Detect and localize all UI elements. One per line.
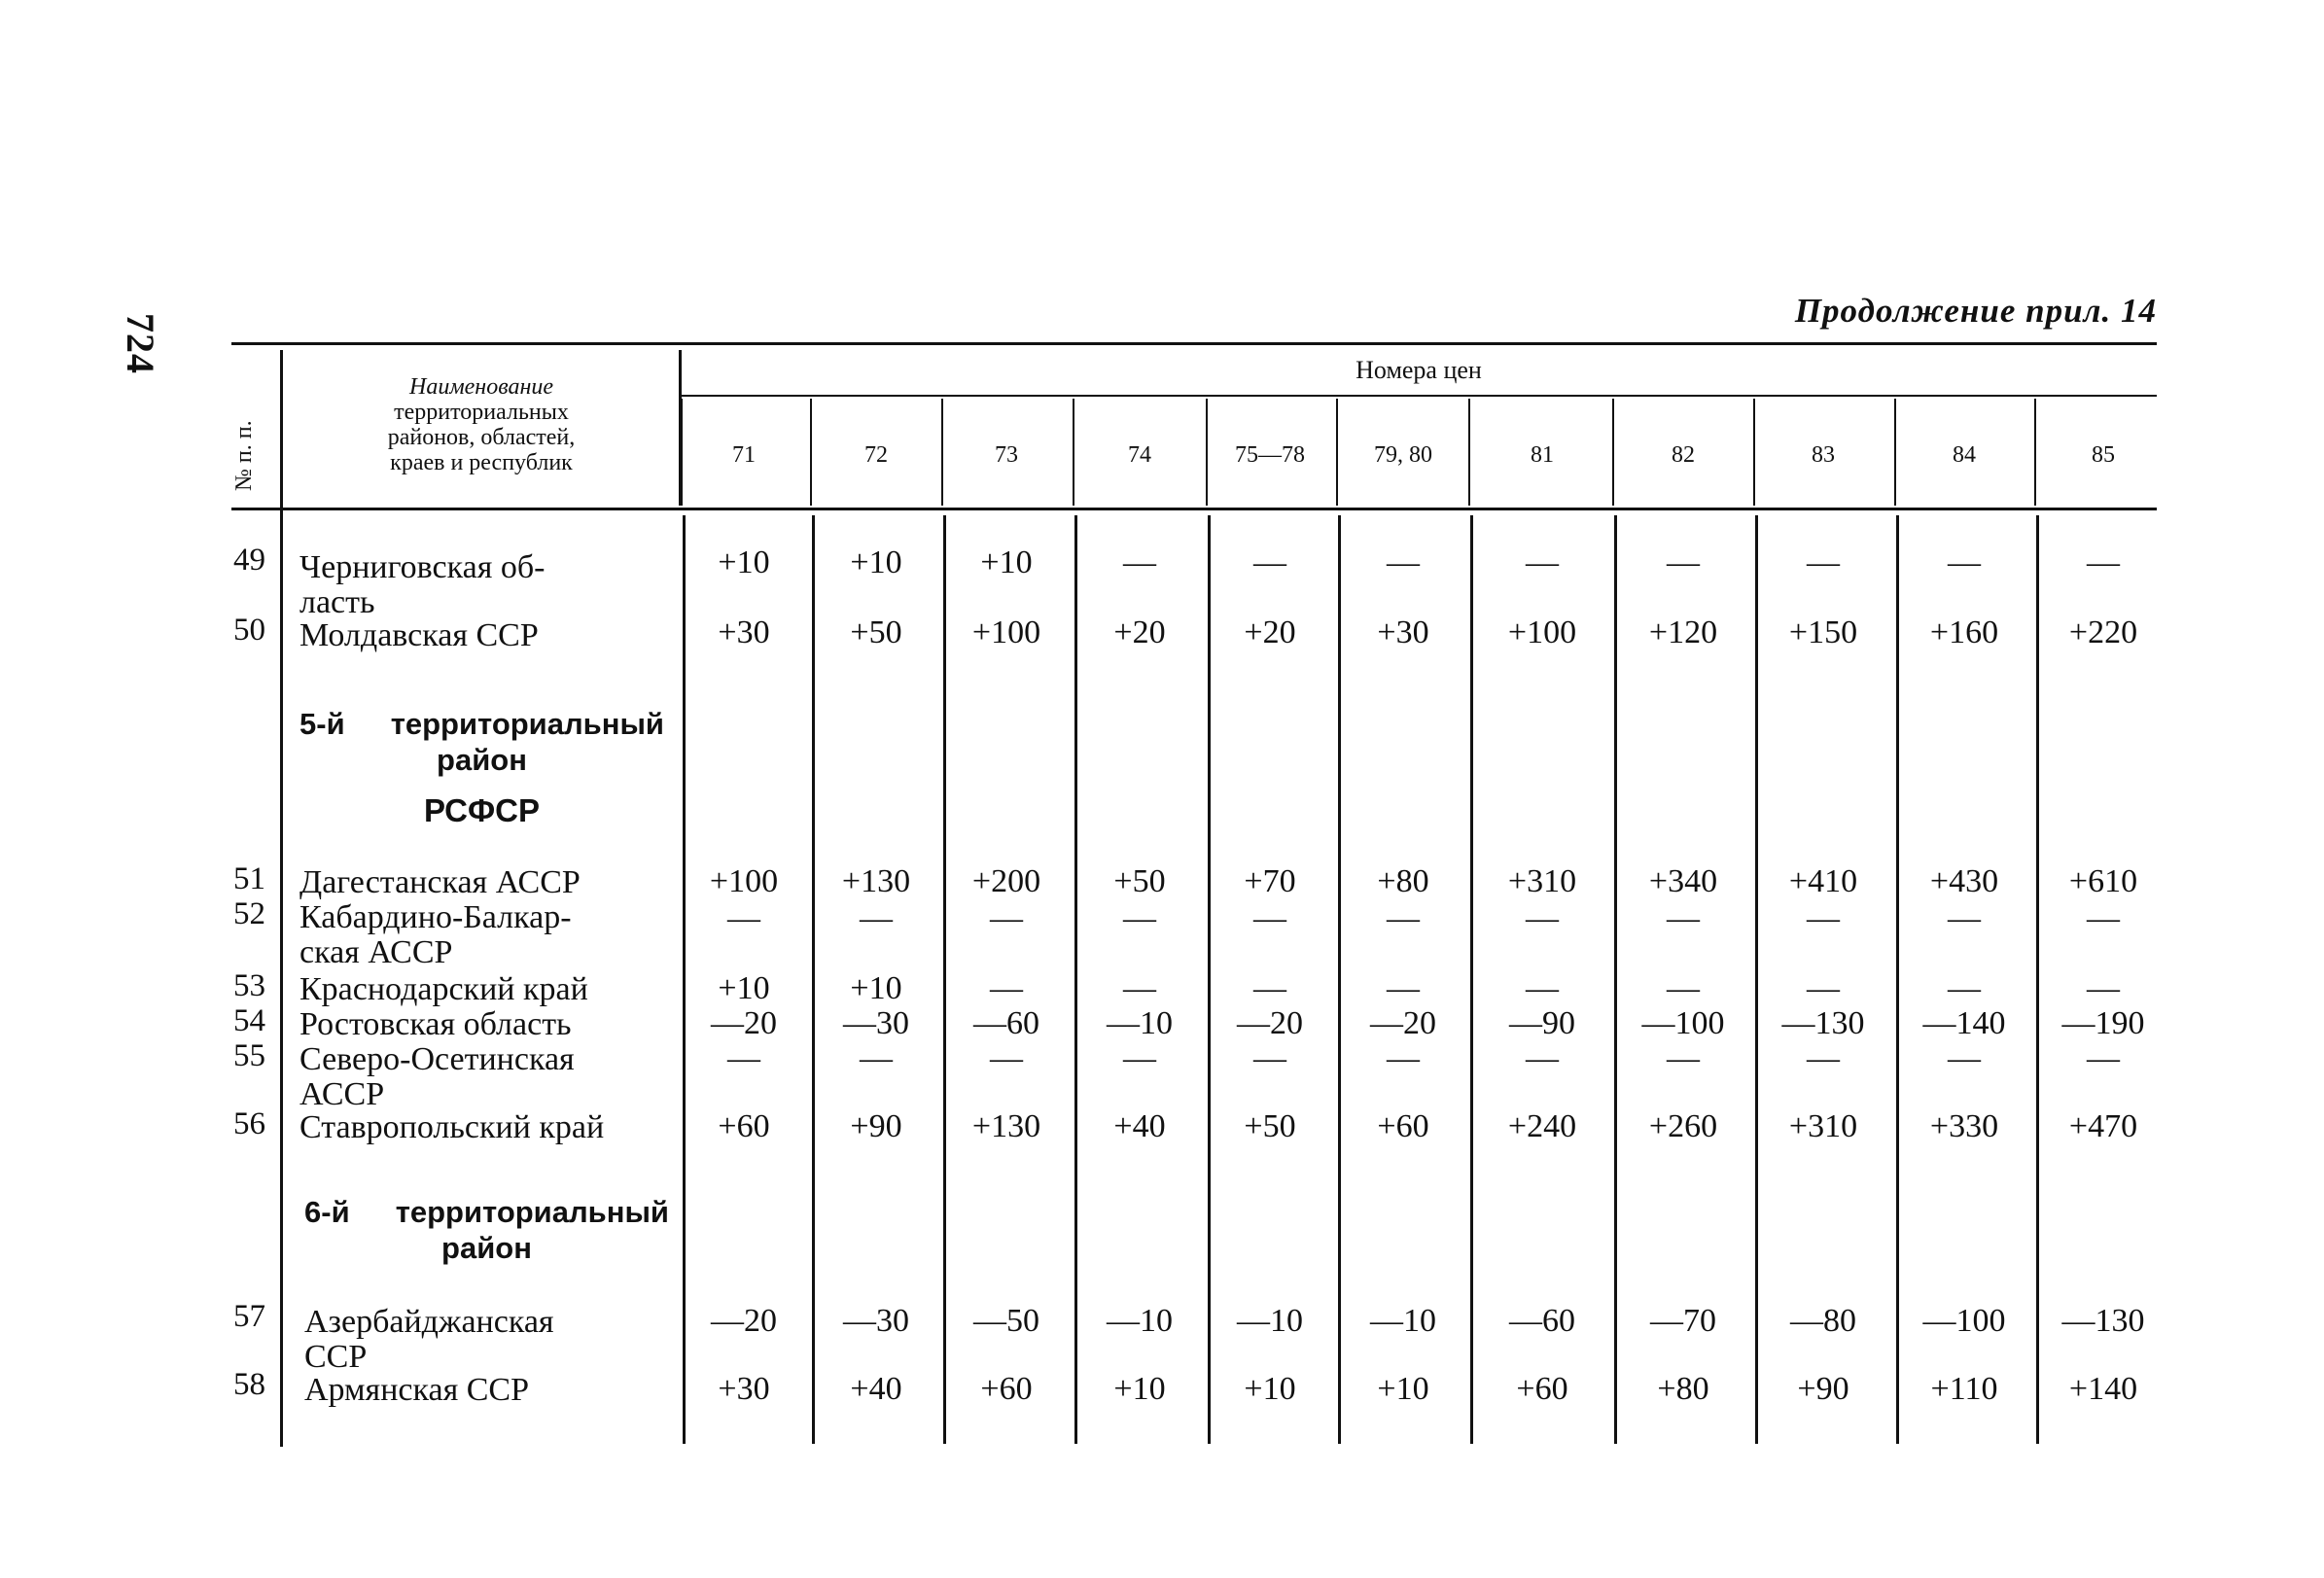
table-cell: +610: [2068, 863, 2138, 899]
row-number: 54: [233, 1003, 265, 1038]
table-cell: —: [860, 900, 893, 936]
table-cell: +100: [709, 863, 779, 899]
table-cell: —140: [1922, 1005, 2006, 1041]
column-header-divider: [1894, 399, 1896, 506]
table-cell: +40: [850, 1371, 902, 1407]
column-body-divider: [1755, 515, 1758, 1444]
table-cell: —60: [973, 1005, 1039, 1041]
table-cell: —: [1948, 970, 1981, 1006]
section-subtitle-rsfsr: РСФСР: [423, 792, 541, 828]
table-cell: +160: [1929, 614, 1999, 650]
table-cell: +10: [980, 544, 1033, 580]
table-cell: —: [990, 970, 1023, 1006]
table-cell: —: [2087, 900, 2120, 936]
table-cell: +80: [1377, 863, 1429, 899]
table-cell: —: [990, 900, 1023, 936]
column-header-divider: [1753, 399, 1755, 506]
table-cell: —190: [2061, 1005, 2145, 1041]
table-cell: +200: [971, 863, 1041, 899]
table-cell: +330: [1929, 1108, 1999, 1144]
table-cell: +310: [1788, 1108, 1858, 1144]
row-number: 56: [233, 1106, 265, 1141]
table-cell: —: [1123, 1040, 1156, 1076]
row-number: 50: [233, 613, 265, 648]
table-cell: —: [1807, 544, 1840, 580]
table-cell: +120: [1648, 614, 1718, 650]
section-title-word: территориальный: [395, 1195, 669, 1229]
table-cell: —: [1387, 900, 1420, 936]
row-name: [299, 550, 664, 620]
column-header-divider: [2034, 399, 2036, 506]
table-cell: +50: [1244, 1108, 1296, 1144]
section-title-district-5: [299, 706, 664, 778]
table-cell: +10: [718, 970, 770, 1006]
table-cell: —: [1387, 1040, 1420, 1076]
column-header-divider: [1073, 399, 1074, 506]
table-cell: +470: [2068, 1108, 2138, 1144]
table-cell: —: [727, 900, 760, 936]
table-cell: —10: [1107, 1005, 1173, 1041]
table-cell: +150: [1788, 614, 1858, 650]
header-bottom-rule: [231, 508, 2157, 510]
table-cell: —: [1667, 1040, 1700, 1076]
table-cell: +340: [1648, 863, 1718, 899]
column-header-divider: [941, 399, 943, 506]
column-header-divider: [1206, 399, 1208, 506]
table-cell: +10: [850, 544, 902, 580]
header-num-label: № п. п.: [231, 420, 257, 491]
table-cell: —: [1526, 544, 1559, 580]
table-cell: +410: [1788, 863, 1858, 899]
column-header: 75—78: [1235, 442, 1305, 468]
row-name: [299, 618, 664, 653]
section-title-line: район: [437, 743, 527, 777]
table-cell: +90: [850, 1108, 902, 1144]
section-title-word: 5-й: [299, 707, 345, 741]
header-prices-label: Номера цен: [1356, 356, 1482, 384]
section-title-word: территориальный: [390, 707, 664, 741]
table-cell: +90: [1797, 1371, 1849, 1407]
table-cell: —: [1253, 544, 1286, 580]
table-cell: +10: [1244, 1371, 1296, 1407]
row-number: 51: [233, 861, 265, 896]
column-header-divider: [1468, 399, 1470, 506]
table-cell: —80: [1790, 1303, 1856, 1339]
column-header: 83: [1812, 442, 1835, 468]
table-cell: +100: [1507, 614, 1577, 650]
table-cell: —90: [1509, 1005, 1575, 1041]
row-name-line: Ставропольский край: [299, 1109, 605, 1145]
prices-rule: [681, 395, 2157, 397]
table-cell: —: [1253, 1040, 1286, 1076]
table-cell: —130: [1781, 1005, 1865, 1041]
row-name: [299, 865, 664, 900]
header-name-line: районов, областей,: [387, 425, 576, 450]
table-cell: +240: [1507, 1108, 1577, 1144]
table-cell: —: [860, 1040, 893, 1076]
row-name-line: Армянская ССР: [304, 1372, 529, 1408]
column-header: 85: [2092, 442, 2115, 468]
column-body-divider: [1896, 515, 1899, 1444]
table-cell: —: [2087, 1040, 2120, 1076]
column-header: 71: [732, 442, 756, 468]
table-cell: —: [2087, 970, 2120, 1006]
table-cell: +10: [718, 544, 770, 580]
table-cell: +130: [971, 1108, 1041, 1144]
row-number: 57: [233, 1299, 265, 1334]
table-cell: +60: [980, 1371, 1033, 1407]
table-cell: —60: [1509, 1303, 1575, 1339]
table-cell: +40: [1113, 1108, 1166, 1144]
table-cell: —20: [1237, 1005, 1303, 1041]
table-cell: —: [1667, 900, 1700, 936]
column-header-divider: [1612, 399, 1614, 506]
table-cell: —: [1667, 544, 1700, 580]
section-title-district-6: [304, 1194, 669, 1266]
column-header: 79, 80: [1374, 442, 1432, 468]
header-name-line: территориальных: [394, 400, 569, 425]
table-cell: —30: [843, 1005, 909, 1041]
table-cell: +80: [1657, 1371, 1709, 1407]
row-name: [304, 1373, 669, 1408]
table-cell: —100: [1641, 1005, 1725, 1041]
table-cell: +10: [1113, 1371, 1166, 1407]
row-name-line: Молдавская ССР: [299, 617, 539, 653]
table-cell: —: [1387, 544, 1420, 580]
row-name-line: Кабардино-Балкар-: [299, 899, 572, 935]
table-cell: +100: [971, 614, 1041, 650]
column-header-divider: [681, 399, 683, 506]
table-cell: —50: [973, 1303, 1039, 1339]
row-name-line: ласть: [299, 584, 375, 620]
column-body-divider: [2036, 515, 2039, 1444]
column-header: 84: [1953, 442, 1976, 468]
row-name-line: Северо-Осетинская: [299, 1041, 575, 1077]
table-cell: —20: [711, 1005, 777, 1041]
table-cell: —20: [711, 1303, 777, 1339]
table-cell: —: [1123, 544, 1156, 580]
column-header: 74: [1128, 442, 1151, 468]
column-header-divider: [810, 399, 812, 506]
table-cell: +50: [850, 614, 902, 650]
row-name-line: Ростовская область: [299, 1006, 572, 1042]
table-cell: —: [1526, 900, 1559, 936]
table-cell: +110: [1930, 1371, 1998, 1407]
column-body-divider: [1614, 515, 1617, 1444]
table-cell: +60: [718, 1108, 770, 1144]
table-cell: —10: [1370, 1303, 1436, 1339]
row-name-line: Краснодарский край: [299, 971, 588, 1007]
header-name-line: краев и республик: [390, 450, 573, 475]
table-cell: —: [1526, 1040, 1559, 1076]
row-name-line: ская АССР: [299, 934, 453, 970]
column-header: 73: [995, 442, 1018, 468]
table-cell: +60: [1516, 1371, 1568, 1407]
table-cell: +70: [1244, 863, 1296, 899]
table-cell: —70: [1650, 1303, 1716, 1339]
row-name: [299, 1007, 664, 1042]
column-body-divider: [1470, 515, 1473, 1444]
row-number: 52: [233, 896, 265, 931]
header-name-label: [287, 374, 676, 475]
table-cell: —: [990, 1040, 1023, 1076]
table-cell: +50: [1113, 863, 1166, 899]
table-cell: +310: [1507, 863, 1577, 899]
row-number: 55: [233, 1038, 265, 1073]
row-name-line: ССР: [304, 1339, 368, 1375]
table-cell: +30: [718, 614, 770, 650]
column-header-divider: [1336, 399, 1338, 506]
table-cell: —130: [2061, 1303, 2145, 1339]
row-name-line: Дагестанская АССР: [299, 864, 581, 900]
column-header: 72: [864, 442, 888, 468]
table-cell: —: [1387, 970, 1420, 1006]
row-name: [299, 972, 664, 1007]
page-number: 724: [119, 313, 162, 374]
table-cell: —: [1526, 970, 1559, 1006]
name-column-rule: [280, 350, 283, 1447]
row-name-line: Черниговская об-: [299, 549, 546, 585]
table-cell: —: [1807, 1040, 1840, 1076]
row-name: [299, 1042, 664, 1112]
row-name: [304, 1305, 669, 1375]
table-cell: +140: [2068, 1371, 2138, 1407]
row-name: [299, 900, 664, 970]
continuation-title: Продолжение прил. 14: [1794, 292, 2157, 330]
section-title-line: район: [441, 1231, 532, 1265]
table-cell: +30: [1377, 614, 1429, 650]
table-cell: —100: [1922, 1303, 2006, 1339]
table-cell: —: [1123, 900, 1156, 936]
table-cell: —: [1123, 970, 1156, 1006]
table-cell: —: [2087, 544, 2120, 580]
table-cell: +220: [2068, 614, 2138, 650]
table-cell: +20: [1113, 614, 1166, 650]
table-cell: —: [1253, 900, 1286, 936]
row-name-line: АССР: [299, 1076, 385, 1112]
table-cell: —: [1667, 970, 1700, 1006]
table-cell: +130: [841, 863, 911, 899]
table-cell: +20: [1244, 614, 1296, 650]
table-cell: —: [1948, 900, 1981, 936]
table-cell: —10: [1237, 1303, 1303, 1339]
table-cell: +430: [1929, 863, 1999, 899]
row-name-line: Азербайджанская: [304, 1304, 554, 1340]
row-number: 49: [233, 543, 265, 578]
row-number: 58: [233, 1367, 265, 1402]
top-rule: [231, 342, 2157, 345]
section-title-word: 6-й: [304, 1195, 350, 1229]
table-cell: +260: [1648, 1108, 1718, 1144]
table-cell: —: [1253, 970, 1286, 1006]
table-cell: —: [1807, 900, 1840, 936]
table-cell: —10: [1107, 1303, 1173, 1339]
table-cell: +10: [1377, 1371, 1429, 1407]
table-cell: —: [1948, 544, 1981, 580]
header-name-line: Наименование: [408, 374, 554, 400]
table-cell: +10: [850, 970, 902, 1006]
column-header: 82: [1672, 442, 1695, 468]
table-cell: —20: [1370, 1005, 1436, 1041]
table-cell: —: [727, 1040, 760, 1076]
table-cell: —30: [843, 1303, 909, 1339]
column-header: 81: [1531, 442, 1554, 468]
table-cell: +60: [1377, 1108, 1429, 1144]
table-cell: —: [1948, 1040, 1981, 1076]
table-cell: —: [1807, 970, 1840, 1006]
table-cell: +30: [718, 1371, 770, 1407]
row-name: [299, 1110, 664, 1145]
row-number: 53: [233, 968, 265, 1003]
